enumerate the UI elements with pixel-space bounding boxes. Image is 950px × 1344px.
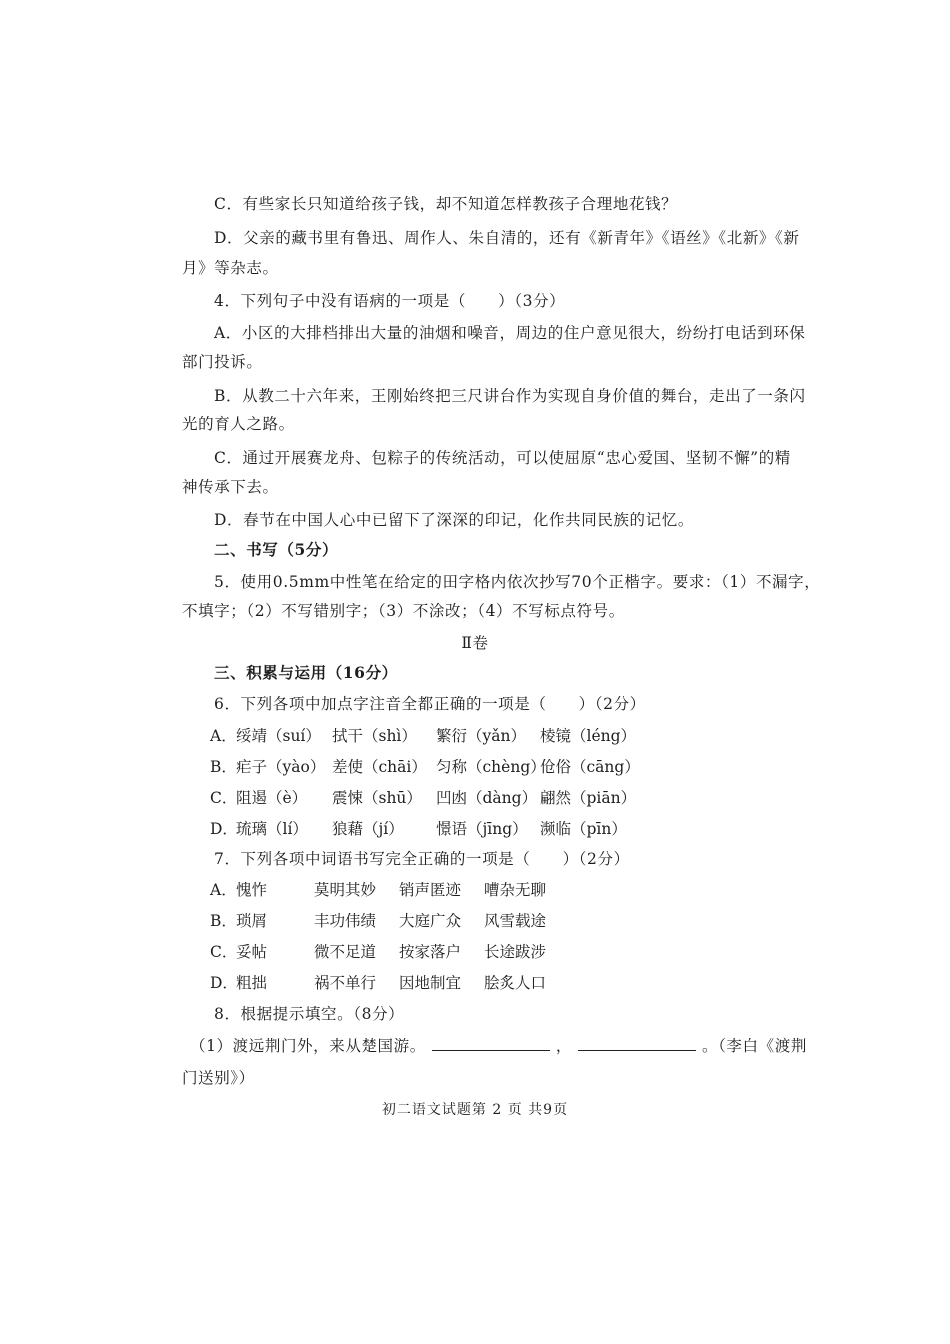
q4-option-c-line2: 神传承下去。 (182, 478, 279, 496)
option-item: 棱镜（léng） (540, 727, 637, 745)
option-item: 憬语（jīng） (436, 820, 528, 838)
q4-question: 4．下列句子中没有语病的一项是（ ）（3分） (214, 292, 566, 310)
option-item: 丰功伟绩 (314, 912, 377, 930)
q4-option-c-line1: C．通过开展赛龙舟、包粽子的传统活动，可以使屈原“忠心爱国、坚韧不懈”的精 (214, 449, 791, 467)
q6-option-b (210, 755, 644, 777)
option-item: 翩然（piān） (540, 789, 637, 807)
option-label: D． (210, 820, 238, 838)
q8-item-1-prompt: （1）渡远荆门外，来从楚国游。 (190, 1037, 426, 1055)
option-label: C． (210, 789, 238, 807)
q6-option-a (210, 724, 644, 746)
q7-option-d (210, 971, 569, 993)
option-item: 琐屑 (236, 912, 268, 930)
option-item: 大庭广众 (399, 912, 462, 930)
option-item: 祸不单行 (314, 974, 377, 992)
section-3-heading: 三、积累与运用（16分） (214, 663, 398, 682)
q8-item-1-line2: 门送别》） (182, 1069, 255, 1087)
page-footer: 初二语文试题第 2 页 共9页 (381, 1102, 569, 1118)
option-item: 嘈杂无聊 (484, 881, 547, 899)
q4-option-d: D．春节在中国人心中已留下了深深的印记，化作共同民族的记忆。 (214, 511, 694, 529)
option-item: 莫明其妙 (314, 881, 377, 899)
volume-2-heading: Ⅱ卷 (461, 634, 489, 652)
option-label: D． (210, 974, 238, 992)
q4-option-a-line2: 部门投诉。 (182, 353, 263, 371)
q5-line2: 不填字；（2）不写错别字；（3）不涂改；（4）不写标点符号。 (182, 602, 625, 620)
q8-item-1-source: 。（李白《渡荆 (701, 1037, 807, 1055)
option-item: 脍炙人口 (484, 974, 547, 992)
q6-question: 6．下列各项中加点字注音全都正确的一项是（ ）（2分） (214, 695, 646, 713)
option-item: 濒临（pīn） (540, 820, 627, 838)
option-item: 凹凼（dàng） (436, 789, 538, 807)
option-item: 匀称（chèng） (436, 758, 546, 776)
option-label: B． (210, 758, 237, 776)
q6-option-c (210, 786, 644, 808)
option-item: 风雪载途 (484, 912, 547, 930)
option-item: 微不足道 (314, 943, 377, 961)
option-item: 阻遏（è） (236, 789, 308, 807)
option-item: 疟子（yào） (236, 758, 326, 776)
q3-option-d-line1: D．父亲的藏书里有鲁迅、周作人、朱自清的，还有《新青年》《语丝》《北新》《新 (214, 229, 800, 247)
option-item: 绥靖（suí） (236, 727, 321, 745)
option-item: 按家落户 (399, 943, 462, 961)
q7-option-b (210, 909, 569, 931)
q5-line1: 5．使用0.5mm中性笔在给定的田字格内依次抄写70个正楷字。要求：（1）不漏字， (214, 573, 821, 591)
option-item: 愧怍 (236, 881, 268, 899)
option-item: 繁衍（yǎn） (436, 727, 526, 745)
q3-option-c: C．有些家长只知道给孩子钱，却不知道怎样教孩子合理地花钱？ (214, 195, 678, 213)
option-item: 琉璃（lí） (236, 820, 308, 838)
fill-blank-1[interactable] (432, 1036, 550, 1051)
option-label: A． (210, 881, 237, 899)
option-item: 拭干（shì） (332, 727, 417, 745)
q6-option-d (210, 817, 644, 839)
option-item: 销声匿迹 (399, 881, 462, 899)
option-label: B． (210, 912, 237, 930)
option-item: 差使（chāi） (332, 758, 427, 776)
section-2-heading: 二、书写（5分） (214, 540, 339, 559)
option-item: 狼藉（jí） (332, 820, 404, 838)
option-item: 震悚（shū） (332, 789, 422, 807)
q3-option-d-line2: 月》等杂志。 (182, 259, 279, 277)
q4-option-b-line1: B．从教二十六年来，王刚始终把三尺讲台作为实现自身价值的舞台，走出了一条闪 (214, 387, 806, 405)
option-item: 因地制宜 (399, 974, 462, 992)
option-item: 妥帖 (236, 943, 268, 961)
option-item: 伧俗（cāng） (540, 758, 640, 776)
option-label: A． (210, 727, 237, 745)
q7-option-a (210, 878, 569, 900)
q8-item-1-line1 (190, 1034, 807, 1056)
q7-option-c (210, 940, 569, 962)
q8-question: 8．根据提示填空。（8分） (214, 1005, 405, 1023)
option-label: C． (210, 943, 238, 961)
fill-blank-2[interactable] (578, 1036, 696, 1051)
option-item: 长途跋涉 (484, 943, 547, 961)
q8-item-1-separator: ， (555, 1037, 572, 1055)
q4-option-b-line2: 光的育人之路。 (182, 415, 295, 433)
option-item: 粗拙 (236, 974, 268, 992)
q7-question: 7．下列各项中词语书写完全正确的一项是（ ）（2分） (214, 850, 630, 868)
q4-option-a-line1: A．小区的大排档排出大量的油烟和噪音，周边的住户意见很大，纷纷打电话到环保 (214, 324, 806, 342)
